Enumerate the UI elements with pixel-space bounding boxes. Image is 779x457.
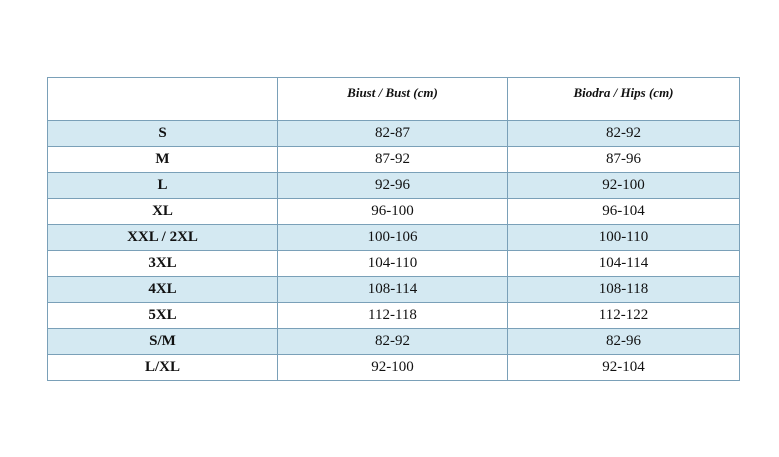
size-cell: M <box>48 147 278 173</box>
table-row <box>48 277 740 303</box>
bust-cell: 96-100 <box>278 199 508 225</box>
size-cell: XXL / 2XL <box>48 225 278 251</box>
size-cell: S/M <box>48 329 278 355</box>
table-row <box>48 147 740 173</box>
size-cell: L <box>48 173 278 199</box>
header-row <box>48 78 740 121</box>
hips-cell: 92-100 <box>508 173 740 199</box>
hips-cell: 104-114 <box>508 251 740 277</box>
size-cell: S <box>48 121 278 147</box>
table-row <box>48 121 740 147</box>
hips-cell: 100-110 <box>508 225 740 251</box>
bust-cell: 112-118 <box>278 303 508 329</box>
table-row <box>48 329 740 355</box>
table-row <box>48 303 740 329</box>
hips-cell: 92-104 <box>508 355 740 381</box>
size-cell: L/XL <box>48 355 278 381</box>
size-cell: 4XL <box>48 277 278 303</box>
header-hips: Biodra / Hips (cm) <box>508 78 740 121</box>
hips-cell: 87-96 <box>508 147 740 173</box>
bust-cell: 82-92 <box>278 329 508 355</box>
hips-cell: 82-92 <box>508 121 740 147</box>
size-cell: 3XL <box>48 251 278 277</box>
bust-cell: 92-100 <box>278 355 508 381</box>
size-cell: XL <box>48 199 278 225</box>
hips-cell: 82-96 <box>508 329 740 355</box>
table-row <box>48 173 740 199</box>
header-size <box>48 78 278 121</box>
bust-cell: 87-92 <box>278 147 508 173</box>
table-row <box>48 251 740 277</box>
hips-cell: 108-118 <box>508 277 740 303</box>
hips-cell: 112-122 <box>508 303 740 329</box>
bust-cell: 92-96 <box>278 173 508 199</box>
size-cell: 5XL <box>48 303 278 329</box>
bust-cell: 100-106 <box>278 225 508 251</box>
bust-cell: 104-110 <box>278 251 508 277</box>
table-row <box>48 199 740 225</box>
header-bust: Biust / Bust (cm) <box>278 78 508 121</box>
bust-cell: 108-114 <box>278 277 508 303</box>
hips-cell: 96-104 <box>508 199 740 225</box>
table-row <box>48 355 740 381</box>
bust-cell: 82-87 <box>278 121 508 147</box>
table-row <box>48 225 740 251</box>
size-chart-table <box>47 77 740 381</box>
